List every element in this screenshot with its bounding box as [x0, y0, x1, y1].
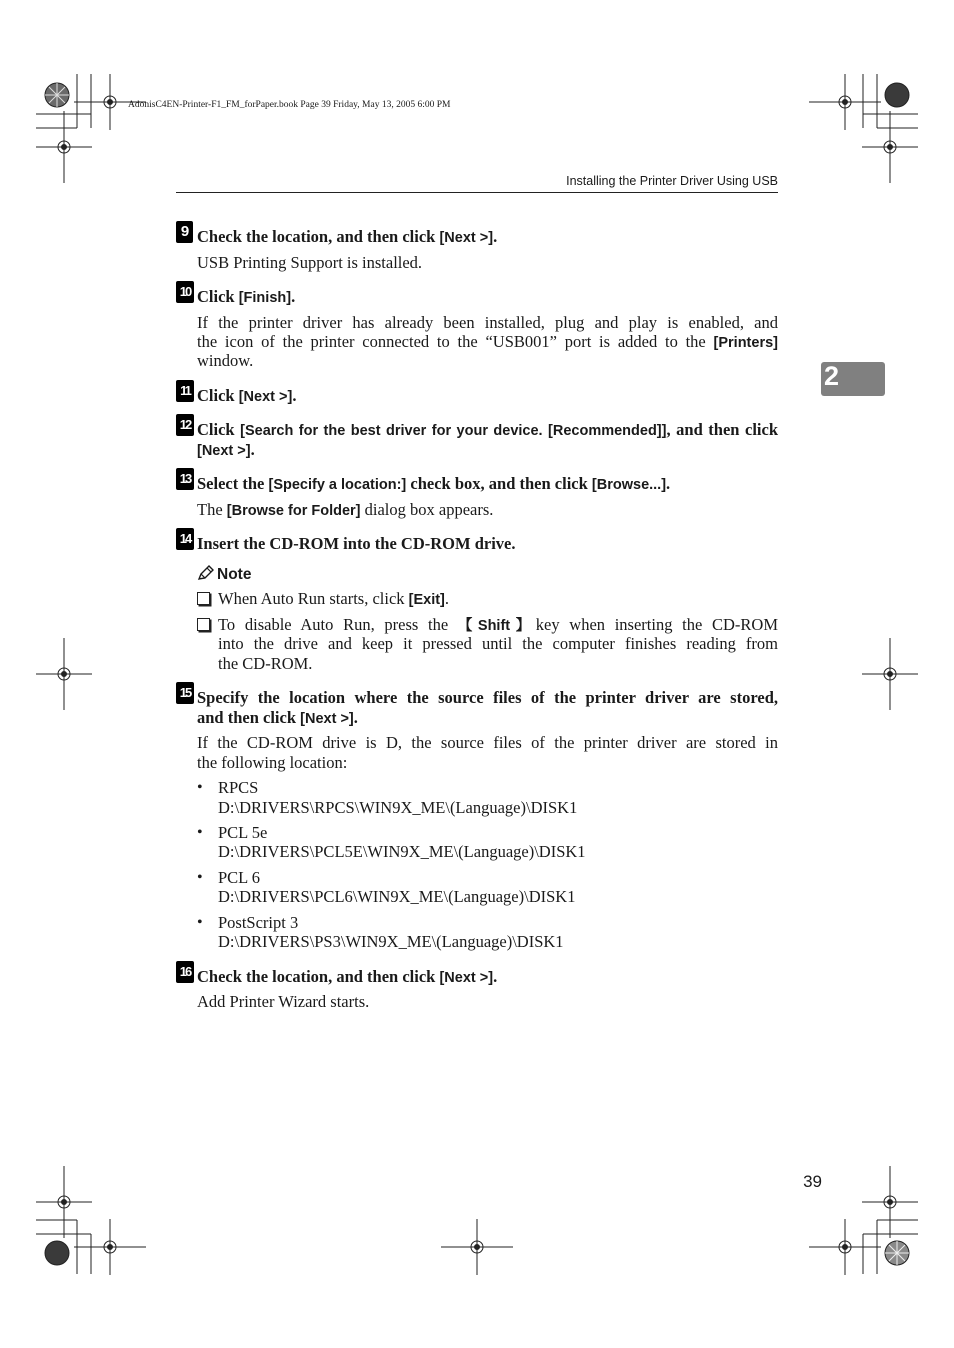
bullet-icon: • — [197, 914, 203, 931]
step-number-15: 15 — [176, 682, 194, 704]
header-rule — [176, 192, 778, 193]
step-13-result: The [Browse for Folder] dialog box appears. — [197, 500, 494, 519]
step-10-instruction: Click [Finish]. — [197, 287, 296, 306]
location-name: PCL 5e — [218, 823, 268, 842]
bullet-icon: • — [197, 824, 203, 841]
step-15-result-line1: If the CD-ROM drive is D, the source files of the printer driver are stored in — [197, 733, 778, 752]
step-10-result-line2: the icon of the printer connected to the “USB001” port is added to the [Printers] — [197, 332, 778, 351]
step-number-9: 9 — [176, 221, 193, 243]
location-path: D:\DRIVERS\PS3\WIN9X_ME\(Language)\DISK1 — [218, 932, 564, 951]
step-9-instruction: Check the location, and then click [Next >]. — [197, 227, 498, 246]
location-path: D:\DRIVERS\PCL6\WIN9X_ME\(Language)\DISK1 — [218, 887, 576, 906]
step-number-16: 16 — [176, 961, 194, 983]
bullet-icon: • — [197, 869, 203, 886]
location-name: RPCS — [218, 778, 259, 797]
note-item-1: When Auto Run starts, click [Exit]. — [218, 589, 450, 608]
step-15-instruction-line1: Specify the location where the source files of the printer driver are stored, — [197, 688, 778, 707]
location-path: D:\DRIVERS\PCL5E\WIN9X_ME\(Language)\DISK1 — [218, 842, 586, 861]
step-12-instruction-line1: Click [Search for the best driver for your device. [Recommended]], and then click — [197, 420, 778, 439]
note-item-2-line3: the CD-ROM. — [218, 654, 313, 673]
note-item-2-line1: To disable Auto Run, press the 【Shift】key when inserting the CD-ROM — [218, 615, 778, 634]
bullet-icon: • — [197, 779, 203, 796]
step-number-10: 10 — [176, 281, 194, 303]
step-13-instruction: Select the [Specify a location:] check box, and then click [Browse...]. — [197, 474, 671, 493]
step-10-result-line3: window. — [197, 351, 254, 370]
checkbox-icon — [197, 592, 210, 605]
step-15-instruction-line2: and then click [Next >]. — [197, 708, 358, 727]
chapter-tab — [821, 362, 885, 396]
step-16-result: Add Printer Wizard starts. — [197, 992, 370, 1011]
note-item-2-line2: into the drive and keep it pressed until the computer finishes reading from — [218, 634, 778, 653]
step-16-instruction: Check the location, and then click [Next >]. — [197, 967, 498, 986]
step-11-instruction: Click [Next >]. — [197, 386, 297, 405]
step-10-result-line1: If the printer driver has already been installed, plug and play is enabled, and — [197, 313, 778, 332]
pencil-icon — [197, 565, 215, 581]
location-name: PCL 6 — [218, 868, 261, 887]
step-14-instruction: Insert the CD-ROM into the CD-ROM drive. — [197, 534, 516, 553]
step-number-14: 14 — [176, 528, 194, 550]
location-name: PostScript 3 — [218, 913, 299, 932]
checkbox-icon — [197, 618, 210, 631]
step-15-result-line2: the following location: — [197, 753, 348, 772]
page-number: 39 — [803, 1172, 822, 1191]
step-12-instruction-line2: [Next >]. — [197, 440, 255, 459]
book-file-info: AdonisC4EN-Printer-F1_FM_forPaper.book Page 39 Friday, May 13, 2005 6:00 PM — [128, 100, 451, 110]
running-header: Installing the Printer Driver Using USB — [566, 174, 778, 188]
location-path: D:\DRIVERS\RPCS\WIN9X_ME\(Language)\DISK1 — [218, 798, 578, 817]
step-number-13: 13 — [176, 468, 194, 490]
step-number-11: 11 — [176, 380, 194, 402]
note-heading: Note — [197, 565, 251, 584]
step-9-result: USB Printing Support is installed. — [197, 253, 423, 272]
step-number-12: 12 — [176, 414, 194, 436]
chapter-tab-number: 2 — [824, 361, 840, 391]
